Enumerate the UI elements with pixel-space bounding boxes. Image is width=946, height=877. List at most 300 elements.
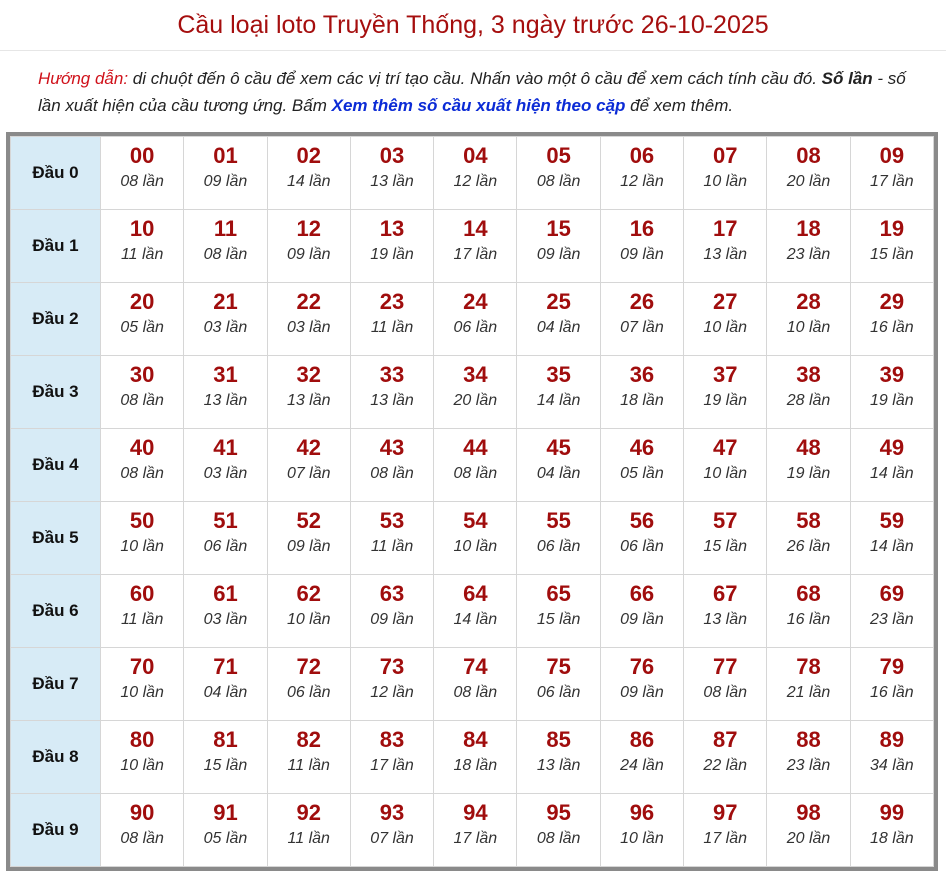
guide-text bbox=[0, 51, 946, 117]
grid-row bbox=[11, 794, 934, 867]
loto-cell[interactable] bbox=[684, 283, 767, 356]
grid-row bbox=[11, 648, 934, 721]
loto-cell[interactable] bbox=[684, 721, 767, 794]
loto-number: 10 bbox=[129, 216, 155, 241]
loto-number: 37 bbox=[712, 362, 738, 387]
grid-row bbox=[11, 137, 934, 210]
loto-cell[interactable] bbox=[434, 356, 517, 429]
row-head-label: Đầu 6 bbox=[11, 575, 101, 648]
loto-count: 13 lần bbox=[703, 246, 748, 263]
loto-count: 06 lần bbox=[286, 684, 331, 701]
loto-count: 05 lần bbox=[203, 830, 248, 847]
loto-count: 14 lần bbox=[870, 465, 914, 482]
loto-count: 15 lần bbox=[703, 538, 748, 555]
loto-count: 06 lần bbox=[203, 538, 248, 555]
loto-cell[interactable] bbox=[684, 648, 767, 721]
loto-cell[interactable] bbox=[267, 210, 350, 283]
loto-count: 18 lần bbox=[453, 757, 498, 774]
loto-number: 01 bbox=[213, 143, 238, 168]
loto-cell[interactable] bbox=[517, 429, 600, 502]
loto-cell[interactable] bbox=[517, 721, 600, 794]
loto-cell[interactable] bbox=[850, 356, 933, 429]
loto-count: 08 lần bbox=[120, 830, 164, 847]
loto-cell[interactable] bbox=[267, 575, 350, 648]
loto-cell[interactable] bbox=[101, 210, 184, 283]
loto-count: 08 lần bbox=[703, 684, 748, 701]
loto-number: 33 bbox=[379, 362, 405, 387]
loto-number: 09 bbox=[879, 143, 905, 168]
see-more-link[interactable]: Xem thêm số cầu xuất hiện theo cặp bbox=[331, 96, 626, 115]
loto-count: 08 lần bbox=[536, 173, 581, 190]
loto-number: 50 bbox=[129, 508, 155, 533]
loto-count: 23 lần bbox=[786, 246, 831, 263]
loto-count: 07 lần bbox=[620, 319, 664, 336]
loto-cell[interactable] bbox=[434, 429, 517, 502]
loto-number: 68 bbox=[796, 581, 821, 606]
row-head-label: Đầu 5 bbox=[11, 502, 101, 575]
loto-count: 10 lần bbox=[120, 538, 164, 555]
loto-count: 06 lần bbox=[536, 538, 581, 555]
loto-count: 10 lần bbox=[453, 538, 498, 555]
loto-number: 54 bbox=[463, 508, 488, 533]
loto-cell[interactable] bbox=[350, 575, 433, 648]
loto-number: 74 bbox=[463, 654, 488, 679]
loto-count: 08 lần bbox=[120, 392, 164, 409]
loto-grid bbox=[6, 132, 938, 871]
loto-count: 11 lần bbox=[120, 611, 164, 628]
loto-count: 03 lần bbox=[203, 465, 248, 482]
loto-count: 12 lần bbox=[620, 173, 664, 190]
loto-cell[interactable] bbox=[767, 648, 850, 721]
loto-cell[interactable] bbox=[350, 283, 433, 356]
loto-cell[interactable] bbox=[101, 356, 184, 429]
loto-cell[interactable] bbox=[684, 137, 767, 210]
loto-number: 84 bbox=[463, 727, 488, 752]
loto-number: 63 bbox=[379, 581, 405, 606]
loto-count: 10 lần bbox=[620, 830, 664, 847]
loto-number: 79 bbox=[879, 654, 905, 679]
loto-number: 93 bbox=[379, 800, 405, 825]
row-head-label: Đầu 9 bbox=[11, 794, 101, 867]
loto-count: 15 lần bbox=[536, 611, 581, 628]
loto-cell[interactable] bbox=[101, 502, 184, 575]
loto-count: 18 lần bbox=[620, 392, 664, 409]
loto-number: 65 bbox=[546, 581, 571, 606]
loto-number: 40 bbox=[129, 435, 155, 460]
loto-cell[interactable] bbox=[850, 721, 933, 794]
loto-count: 11 lần bbox=[370, 538, 414, 555]
loto-number: 21 bbox=[213, 289, 238, 314]
loto-number: 16 bbox=[629, 216, 655, 241]
loto-count: 03 lần bbox=[286, 319, 331, 336]
loto-cell[interactable] bbox=[350, 794, 433, 867]
loto-cell[interactable] bbox=[850, 283, 933, 356]
loto-cell[interactable] bbox=[267, 502, 350, 575]
loto-table bbox=[10, 136, 934, 867]
loto-number: 20 bbox=[129, 289, 155, 314]
loto-count: 10 lần bbox=[703, 465, 748, 482]
loto-number: 48 bbox=[796, 435, 821, 460]
loto-cell[interactable] bbox=[184, 356, 267, 429]
row-head-label: Đầu 4 bbox=[11, 429, 101, 502]
loto-cell[interactable] bbox=[184, 721, 267, 794]
loto-number: 72 bbox=[296, 654, 321, 679]
loto-cell[interactable] bbox=[184, 283, 267, 356]
loto-cell[interactable] bbox=[600, 648, 683, 721]
guide-bold-term: Số lần bbox=[821, 69, 873, 88]
loto-count: 17 lần bbox=[703, 830, 748, 847]
loto-cell[interactable] bbox=[684, 794, 767, 867]
loto-cell[interactable] bbox=[101, 721, 184, 794]
loto-cell[interactable] bbox=[434, 210, 517, 283]
loto-cell[interactable] bbox=[517, 502, 600, 575]
loto-cell[interactable] bbox=[267, 794, 350, 867]
loto-number: 23 bbox=[379, 289, 405, 314]
loto-count: 08 lần bbox=[536, 830, 581, 847]
loto-cell[interactable] bbox=[600, 356, 683, 429]
loto-count: 17 lần bbox=[370, 757, 414, 774]
loto-cell[interactable] bbox=[600, 721, 683, 794]
loto-count: 09 lần bbox=[286, 538, 331, 555]
loto-count: 13 lần bbox=[203, 392, 248, 409]
loto-count: 05 lần bbox=[620, 465, 664, 482]
loto-number: 19 bbox=[879, 216, 905, 241]
loto-number: 31 bbox=[213, 362, 238, 387]
loto-count: 16 lần bbox=[870, 684, 914, 701]
loto-number: 25 bbox=[546, 289, 571, 314]
loto-number: 73 bbox=[379, 654, 405, 679]
loto-number: 11 bbox=[213, 216, 238, 241]
loto-cell[interactable] bbox=[350, 648, 433, 721]
loto-number: 66 bbox=[629, 581, 655, 606]
loto-number: 07 bbox=[712, 143, 738, 168]
loto-count: 08 lần bbox=[453, 465, 498, 482]
loto-cell[interactable] bbox=[434, 648, 517, 721]
loto-count: 19 lần bbox=[370, 246, 414, 263]
loto-cell[interactable] bbox=[850, 137, 933, 210]
loto-cell[interactable] bbox=[267, 429, 350, 502]
loto-number: 26 bbox=[629, 289, 655, 314]
loto-cell[interactable] bbox=[267, 283, 350, 356]
loto-cell[interactable] bbox=[767, 794, 850, 867]
loto-number: 86 bbox=[629, 727, 655, 752]
loto-cell[interactable] bbox=[267, 356, 350, 429]
loto-count: 08 lần bbox=[370, 465, 414, 482]
loto-count: 17 lần bbox=[453, 246, 498, 263]
loto-cell[interactable] bbox=[350, 137, 433, 210]
loto-count: 21 lần bbox=[786, 684, 831, 701]
loto-count: 34 lần bbox=[870, 757, 914, 774]
loto-cell[interactable] bbox=[850, 502, 933, 575]
loto-count: 11 lần bbox=[370, 319, 414, 336]
loto-number: 90 bbox=[129, 800, 155, 825]
loto-number: 15 bbox=[546, 216, 571, 241]
loto-cell[interactable] bbox=[684, 356, 767, 429]
loto-number: 80 bbox=[129, 727, 155, 752]
loto-cell[interactable] bbox=[517, 356, 600, 429]
loto-cell[interactable] bbox=[850, 210, 933, 283]
loto-number: 22 bbox=[296, 289, 321, 314]
grid-row bbox=[11, 356, 934, 429]
loto-number: 56 bbox=[629, 508, 655, 533]
loto-cell[interactable] bbox=[517, 648, 600, 721]
loto-count: 14 lần bbox=[453, 611, 498, 628]
loto-number: 45 bbox=[546, 435, 571, 460]
loto-count: 09 lần bbox=[536, 246, 581, 263]
loto-number: 70 bbox=[129, 654, 155, 679]
loto-count: 11 lần bbox=[120, 246, 164, 263]
loto-count: 14 lần bbox=[286, 173, 331, 190]
loto-cell[interactable] bbox=[101, 137, 184, 210]
loto-cell[interactable] bbox=[767, 429, 850, 502]
loto-cell[interactable] bbox=[600, 283, 683, 356]
loto-count: 09 lần bbox=[620, 611, 664, 628]
loto-number: 36 bbox=[629, 362, 655, 387]
loto-count: 20 lần bbox=[453, 392, 498, 409]
loto-count: 13 lần bbox=[370, 173, 414, 190]
grid-row bbox=[11, 210, 934, 283]
loto-count: 13 lần bbox=[370, 392, 414, 409]
loto-cell[interactable] bbox=[184, 429, 267, 502]
loto-number: 49 bbox=[879, 435, 905, 460]
loto-number: 35 bbox=[546, 362, 571, 387]
loto-cell[interactable] bbox=[600, 429, 683, 502]
loto-number: 92 bbox=[296, 800, 321, 825]
loto-number: 13 bbox=[379, 216, 405, 241]
loto-number: 71 bbox=[213, 654, 238, 679]
loto-count: 17 lần bbox=[870, 173, 914, 190]
loto-count: 13 lần bbox=[703, 611, 748, 628]
loto-cell[interactable] bbox=[350, 721, 433, 794]
loto-cell[interactable] bbox=[184, 137, 267, 210]
loto-cell[interactable] bbox=[434, 283, 517, 356]
loto-number: 53 bbox=[379, 508, 405, 533]
loto-count: 20 lần bbox=[786, 173, 831, 190]
loto-number: 60 bbox=[129, 581, 155, 606]
loto-cell[interactable] bbox=[600, 575, 683, 648]
loto-number: 04 bbox=[463, 143, 488, 168]
loto-number: 30 bbox=[129, 362, 155, 387]
loto-number: 24 bbox=[463, 289, 488, 314]
loto-number: 18 bbox=[796, 216, 821, 241]
loto-number: 41 bbox=[213, 435, 238, 460]
loto-number: 38 bbox=[796, 362, 821, 387]
loto-cell[interactable] bbox=[850, 648, 933, 721]
loto-number: 29 bbox=[879, 289, 905, 314]
grid-row bbox=[11, 575, 934, 648]
loto-count: 14 lần bbox=[870, 538, 914, 555]
loto-cell[interactable] bbox=[600, 210, 683, 283]
loto-number: 62 bbox=[296, 581, 321, 606]
loto-count: 15 lần bbox=[870, 246, 914, 263]
loto-number: 76 bbox=[629, 654, 655, 679]
loto-cell[interactable] bbox=[101, 794, 184, 867]
loto-number: 64 bbox=[463, 581, 488, 606]
loto-number: 67 bbox=[712, 581, 738, 606]
loto-cell[interactable] bbox=[767, 356, 850, 429]
loto-cell[interactable] bbox=[850, 794, 933, 867]
loto-number: 46 bbox=[629, 435, 655, 460]
row-head-label: Đầu 7 bbox=[11, 648, 101, 721]
loto-number: 95 bbox=[546, 800, 571, 825]
loto-number: 51 bbox=[213, 508, 238, 533]
loto-number: 83 bbox=[379, 727, 405, 752]
loto-cell[interactable] bbox=[184, 575, 267, 648]
loto-count: 03 lần bbox=[203, 611, 248, 628]
loto-cell[interactable] bbox=[684, 502, 767, 575]
loto-number: 47 bbox=[712, 435, 738, 460]
loto-count: 14 lần bbox=[536, 392, 581, 409]
loto-cell[interactable] bbox=[101, 429, 184, 502]
loto-cell[interactable] bbox=[184, 502, 267, 575]
loto-cell[interactable] bbox=[101, 648, 184, 721]
loto-number: 12 bbox=[296, 216, 321, 241]
guide-label: Hướng dẫn: bbox=[38, 69, 129, 88]
loto-number: 14 bbox=[463, 216, 488, 241]
loto-cell[interactable] bbox=[434, 575, 517, 648]
grid-row bbox=[11, 502, 934, 575]
loto-number: 42 bbox=[296, 435, 321, 460]
loto-number: 27 bbox=[712, 289, 738, 314]
loto-number: 34 bbox=[463, 362, 488, 387]
loto-number: 81 bbox=[213, 727, 238, 752]
loto-cell[interactable] bbox=[767, 283, 850, 356]
loto-count: 06 lần bbox=[620, 538, 664, 555]
loto-number: 43 bbox=[379, 435, 405, 460]
loto-cell[interactable] bbox=[850, 429, 933, 502]
loto-count: 16 lần bbox=[786, 611, 831, 628]
loto-count: 09 lần bbox=[620, 246, 664, 263]
loto-number: 69 bbox=[879, 581, 905, 606]
loto-count: 10 lần bbox=[703, 173, 748, 190]
loto-number: 97 bbox=[712, 800, 738, 825]
loto-count: 08 lần bbox=[203, 246, 248, 263]
loto-count: 22 lần bbox=[703, 757, 748, 774]
loto-count: 09 lần bbox=[286, 246, 331, 263]
loto-count: 18 lần bbox=[870, 830, 914, 847]
loto-count: 12 lần bbox=[453, 173, 498, 190]
loto-number: 08 bbox=[796, 143, 821, 168]
loto-number: 44 bbox=[463, 435, 488, 460]
loto-count: 07 lần bbox=[370, 830, 414, 847]
loto-cell[interactable] bbox=[184, 210, 267, 283]
loto-number: 57 bbox=[712, 508, 738, 533]
grid-row bbox=[11, 283, 934, 356]
row-head-label: Đầu 2 bbox=[11, 283, 101, 356]
loto-cell[interactable] bbox=[350, 502, 433, 575]
loto-count: 08 lần bbox=[120, 173, 164, 190]
loto-count: 15 lần bbox=[203, 757, 248, 774]
loto-count: 17 lần bbox=[453, 830, 498, 847]
loto-count: 10 lần bbox=[286, 611, 331, 628]
loto-cell[interactable] bbox=[350, 210, 433, 283]
loto-cell[interactable] bbox=[767, 210, 850, 283]
loto-number: 94 bbox=[463, 800, 488, 825]
loto-cell[interactable] bbox=[267, 137, 350, 210]
loto-cell[interactable] bbox=[517, 575, 600, 648]
loto-cell[interactable] bbox=[600, 502, 683, 575]
loto-cell[interactable] bbox=[767, 137, 850, 210]
loto-count: 28 lần bbox=[786, 392, 831, 409]
row-head-label: Đầu 0 bbox=[11, 137, 101, 210]
loto-cell[interactable] bbox=[101, 283, 184, 356]
grid-row bbox=[11, 429, 934, 502]
loto-count: 08 lần bbox=[120, 465, 164, 482]
loto-count: 12 lần bbox=[370, 684, 414, 701]
loto-cell[interactable] bbox=[767, 502, 850, 575]
loto-number: 61 bbox=[213, 581, 238, 606]
loto-cell[interactable] bbox=[184, 794, 267, 867]
loto-cell[interactable] bbox=[767, 575, 850, 648]
loto-cell[interactable] bbox=[517, 794, 600, 867]
loto-cell[interactable] bbox=[184, 648, 267, 721]
loto-cell[interactable] bbox=[434, 794, 517, 867]
loto-count: 09 lần bbox=[370, 611, 414, 628]
loto-count: 11 lần bbox=[287, 830, 330, 847]
loto-count: 19 lần bbox=[870, 392, 914, 409]
loto-count: 11 lần bbox=[287, 757, 330, 774]
guide-text-2: - số lần xuất hiện của cầu tương ứng. Bấm bbox=[38, 69, 906, 115]
loto-count: 19 lần bbox=[786, 465, 831, 482]
loto-count: 03 lần bbox=[203, 319, 248, 336]
loto-number: 99 bbox=[879, 800, 905, 825]
loto-count: 16 lần bbox=[870, 319, 914, 336]
loto-count: 24 lần bbox=[620, 757, 664, 774]
loto-cell[interactable] bbox=[350, 356, 433, 429]
loto-number: 52 bbox=[296, 508, 321, 533]
loto-number: 91 bbox=[213, 800, 238, 825]
loto-cell[interactable] bbox=[684, 575, 767, 648]
loto-number: 59 bbox=[879, 508, 905, 533]
loto-number: 82 bbox=[296, 727, 321, 752]
loto-number: 88 bbox=[796, 727, 821, 752]
loto-cell[interactable] bbox=[434, 137, 517, 210]
loto-number: 17 bbox=[712, 216, 738, 241]
loto-cell[interactable] bbox=[600, 794, 683, 867]
loto-count: 10 lần bbox=[120, 757, 164, 774]
loto-cell[interactable] bbox=[850, 575, 933, 648]
loto-cell[interactable] bbox=[517, 137, 600, 210]
loto-number: 02 bbox=[296, 143, 321, 168]
loto-cell[interactable] bbox=[267, 721, 350, 794]
loto-cell[interactable] bbox=[267, 648, 350, 721]
loto-cell[interactable] bbox=[434, 502, 517, 575]
loto-cell[interactable] bbox=[684, 210, 767, 283]
loto-count: 10 lần bbox=[120, 684, 164, 701]
loto-cell[interactable] bbox=[517, 210, 600, 283]
guide-text-3: để xem thêm. bbox=[625, 96, 734, 115]
loto-cell[interactable] bbox=[350, 429, 433, 502]
loto-cell[interactable] bbox=[101, 575, 184, 648]
loto-cell[interactable] bbox=[434, 721, 517, 794]
loto-count: 08 lần bbox=[453, 684, 498, 701]
loto-count: 20 lần bbox=[786, 830, 831, 847]
loto-count: 09 lần bbox=[620, 684, 664, 701]
loto-cell[interactable] bbox=[517, 283, 600, 356]
loto-count: 19 lần bbox=[703, 392, 748, 409]
loto-count: 13 lần bbox=[286, 392, 331, 409]
loto-cell[interactable] bbox=[684, 429, 767, 502]
loto-count: 04 lần bbox=[536, 319, 581, 336]
loto-number: 98 bbox=[796, 800, 821, 825]
loto-number: 32 bbox=[296, 362, 321, 387]
page-title: Cầu loại loto Truyền Thống, 3 ngày trước 26-10-2025 bbox=[0, 0, 946, 51]
loto-count: 06 lần bbox=[453, 319, 498, 336]
loto-number: 00 bbox=[129, 143, 155, 168]
loto-cell[interactable] bbox=[767, 721, 850, 794]
loto-count: 10 lần bbox=[786, 319, 831, 336]
loto-cell[interactable] bbox=[600, 137, 683, 210]
